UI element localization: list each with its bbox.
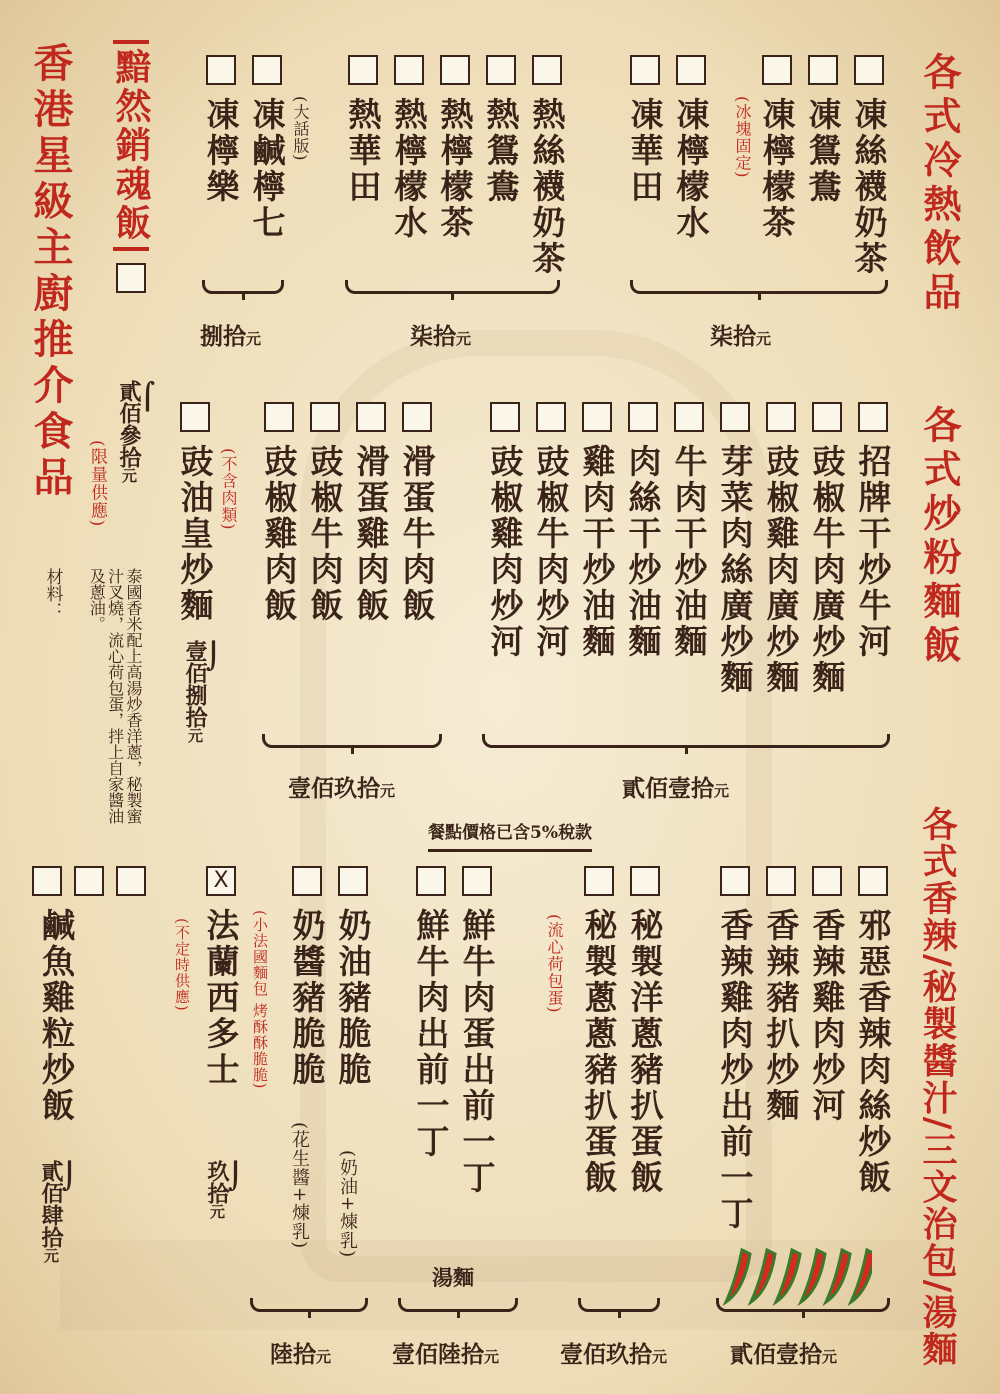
order-checkbox[interactable] [766,866,796,896]
menu-item[interactable] [804,866,850,1124]
item-name: 豉椒雞肉飯 [259,444,299,624]
order-checkbox[interactable] [402,402,432,432]
egg-note: (流心荷包蛋) [545,914,564,1014]
group-brace [716,1298,890,1312]
soup-noodle-label: 湯麵 [432,1265,474,1290]
item-name: 凍絲襪奶茶 [849,97,889,277]
item-name: 凍鴛鴦 [803,97,843,205]
order-checkbox[interactable] [416,866,446,896]
item-name: 凍華田 [625,97,665,205]
item-name: 滑蛋牛肉飯 [397,444,437,624]
menu-item[interactable] [846,55,892,277]
menu-item[interactable] [620,402,666,660]
brace-mark: ⌡ [62,1162,78,1192]
price-label: 柒拾元 [410,323,472,350]
order-checkbox[interactable] [532,55,562,85]
menu-item[interactable] [668,55,714,241]
item-name: 熱檸檬水 [389,97,429,241]
menu-item[interactable] [454,866,500,1196]
order-checkbox[interactable] [720,866,750,896]
item-name: 香辣雞肉炒河 [807,908,847,1124]
order-checkbox[interactable] [486,55,516,85]
order-checkbox[interactable] [292,866,322,896]
item-name: 凍鹹檸七 [247,97,287,241]
order-checkbox[interactable] [766,402,796,432]
order-checkbox[interactable] [630,55,660,85]
no-meat-note: (不含肉類) [219,448,238,531]
order-checkbox[interactable] [356,402,386,432]
order-checkbox[interactable] [264,402,294,432]
menu-item[interactable] [712,402,758,696]
price-label: ⌠ 貳佰參拾元 [116,380,156,483]
order-checkbox[interactable] [74,866,104,896]
item-name: 牛肉干炒油麵 [669,444,709,660]
menu-item[interactable] [432,55,478,241]
order-checkbox[interactable] [674,402,704,432]
item-name: 黯然銷魂飯 [113,40,149,251]
menu-item[interactable] [622,55,668,205]
heading-chef: 香港星級主廚推介食品 [27,42,74,502]
ingredients-label: 材料： [42,568,63,619]
item-name: 香辣雞肉炒出前一丁 [715,908,755,1232]
menu-item[interactable] [478,55,524,205]
special-note: (大話版) [291,96,310,162]
order-checkbox[interactable] [536,402,566,432]
order-checkbox[interactable] [762,55,792,85]
order-checkbox[interactable] [812,866,842,896]
group-brace [202,280,284,294]
item-name: 凍檸檬茶 [757,97,797,241]
order-checkbox[interactable] [462,866,492,896]
order-checkbox[interactable] [630,866,660,896]
item-name: 熱絲襪奶茶 [527,97,567,277]
menu-item[interactable] [256,402,302,624]
menu-item[interactable] [244,55,290,241]
bun-fill-note: (花生醬+煉乳) [289,1122,310,1250]
group-brace [250,1298,368,1312]
menu-item[interactable] [172,402,218,624]
item-name: 奶醬豬脆脆 [287,908,327,1088]
heading-stirfry: 各式炒粉麵飯 [917,405,962,669]
price-label: 柒拾元 [710,323,772,350]
ingredients-text: 泰國香米配上高湯炒香洋蔥，秘製蜜汁叉燒，流心荷包蛋，拌上自家醬油及蔥油。 [87,568,143,824]
heading-drinks: 各式冷熱飲品 [917,52,962,316]
bun-fill-note: (奶油+煉乳) [337,1150,358,1259]
group-brace [630,280,888,294]
price-label: 捌拾元 [200,323,262,350]
item-name: 熱鴛鴦 [481,97,521,205]
order-checkbox[interactable] [338,866,368,896]
price-label: 壹佰玖拾元 [560,1341,668,1368]
order-checkbox[interactable] [584,866,614,896]
order-checkbox[interactable] [628,402,658,432]
price-label: ⌡ 玖拾元 [204,1160,244,1219]
order-checkbox[interactable] [582,402,612,432]
menu-item[interactable] [528,402,574,660]
menu-item[interactable] [284,866,330,1088]
order-checkbox[interactable] [676,55,706,85]
brace-mark: ⌡ [228,1162,244,1192]
menu-item[interactable] [850,866,896,1196]
item-name: 香辣豬扒炒麵 [761,908,801,1124]
item-name: 奶油豬脆脆 [333,908,373,1088]
menu-item[interactable] [622,866,668,1196]
menu-item[interactable] [758,866,804,1124]
menu-item[interactable] [850,402,896,660]
menu-item[interactable] [394,402,440,624]
menu-item[interactable] [32,866,164,1124]
brace-mark: ⌡ [206,642,222,672]
menu-item[interactable] [198,55,244,205]
order-checkbox[interactable] [812,402,842,432]
order-checkbox[interactable] [720,402,750,432]
item-name: 熱華田 [343,97,383,205]
menu-item[interactable] [712,866,758,1232]
group-brace [482,734,890,748]
menu-item[interactable] [524,55,570,277]
menu-item[interactable] [754,55,800,241]
group-brace [398,1298,518,1312]
item-name: 芽菜肉絲廣炒麵 [715,444,755,696]
item-name: 凍檸樂 [201,97,241,205]
item-name: 豉油皇炒麵 [175,444,215,624]
menu-item[interactable] [800,55,846,205]
order-checkbox[interactable]: X [206,866,236,896]
menu-item[interactable] [198,866,244,1088]
order-checkbox[interactable] [206,55,236,85]
item-name: 鮮牛肉蛋出前一丁 [457,908,497,1196]
order-checkbox[interactable] [348,55,378,85]
order-checkbox[interactable] [394,55,424,85]
item-name: 雞肉干炒油麵 [577,444,617,660]
order-checkbox[interactable] [440,55,470,85]
menu-item[interactable] [576,866,622,1196]
item-name: 熱檸檬茶 [435,97,475,241]
price-label: 陸拾元 [270,1341,332,1368]
menu-item[interactable] [482,402,528,660]
availability-note: (不定時供應) [173,918,191,1012]
item-name: 法蘭西多士 [201,908,241,1088]
menu-item[interactable] [340,55,386,205]
group-brace [262,734,442,748]
item-name: 凍檸檬水 [671,97,711,241]
order-checkbox[interactable] [490,402,520,432]
order-checkbox[interactable] [116,263,146,293]
order-checkbox[interactable] [116,866,146,896]
menu-item[interactable] [386,55,432,241]
item-name: 豉椒牛肉炒河 [531,444,571,660]
item-name: 肉絲干炒油麵 [623,444,663,660]
order-checkbox[interactable] [32,866,62,896]
menu-item[interactable] [330,866,376,1088]
order-checkbox[interactable] [854,55,884,85]
item-name: 秘製蔥蔥豬扒蛋飯 [579,908,619,1196]
order-checkbox[interactable] [310,402,340,432]
item-name: 豉椒雞肉廣炒麵 [761,444,801,696]
menu-item[interactable] [408,866,454,1160]
limited-note: (限量供應) [87,440,107,528]
group-brace [345,280,560,294]
item-name: 滑蛋雞肉飯 [351,444,391,624]
price-label: 貳佰壹拾元 [730,1341,838,1368]
price-label: 壹佰玖拾元 [288,775,396,802]
menu-item[interactable] [758,402,804,696]
order-checkbox[interactable] [858,402,888,432]
item-name: 豉椒雞肉炒河 [485,444,525,660]
item-name: 秘製洋蔥豬扒蛋飯 [625,908,665,1196]
item-name: 招牌干炒牛河 [853,444,893,660]
menu-item[interactable] [348,402,394,624]
menu-item[interactable] [804,402,850,696]
menu-item[interactable] [105,40,157,305]
order-checkbox[interactable] [808,55,838,85]
price-label: ⌡ 貳佰肆拾元 [38,1160,78,1263]
item-name: 邪惡香辣肉絲炒飯 [853,908,893,1196]
menu-item[interactable] [574,402,620,660]
price-label: ⌡ 壹佰捌拾元 [182,640,222,743]
order-checkbox[interactable] [180,402,210,432]
price-label: 貳佰壹拾元 [622,775,730,802]
price-label: 壹佰陸拾元 [392,1341,500,1368]
item-name: 鹹魚雞粒炒飯 [37,908,76,1124]
item-name: 豉椒牛肉飯 [305,444,345,624]
brace-mark: ⌠ [140,382,156,412]
order-checkbox[interactable] [252,55,282,85]
menu-item[interactable] [302,402,348,624]
order-checkbox[interactable] [858,866,888,896]
menu-item[interactable] [666,402,712,660]
bun-bread-note: (小法國麵包 烤酥酥脆脆) [251,910,269,1090]
group-brace [578,1298,660,1312]
tax-note: 餐點價格已含5%稅款 [428,818,592,852]
ice-note: (冰塊固定) [733,96,752,179]
item-name: 鮮牛肉出前一丁 [411,908,451,1160]
heading-spicy: 各式香辣/秘製醬汁/三文治包/湯麵 [917,806,958,1369]
item-name: 豉椒牛肉廣炒麵 [807,444,847,696]
